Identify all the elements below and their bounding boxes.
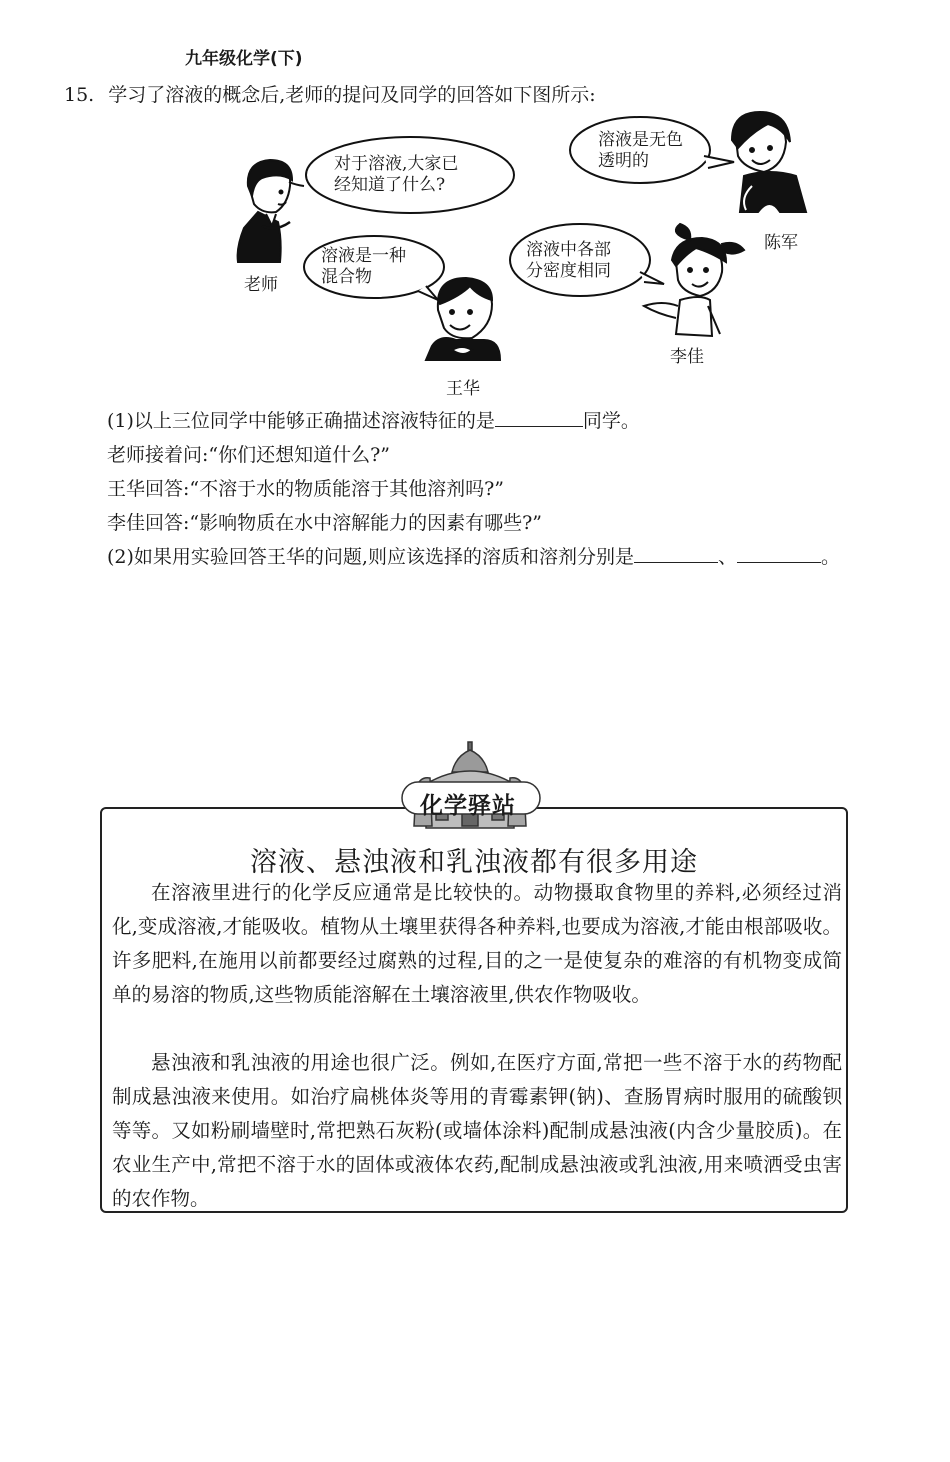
solvent-blank[interactable] (737, 546, 821, 563)
station-paragraph: 在溶液里进行的化学反应通常是比较快的。动物摄取食物里的养料,必须经过消化,变成溶液,才能吸收。植物从土壤里获得各种养料,也要成为溶液,才能由根部吸收。许多肥料,在施用以前都要经过腐熟的过程,目的之一是使复杂的难溶的有机物变成简单的易溶的物质,这些物质能溶解在土壤溶液里,供农作物吸收。 (112, 881, 842, 1006)
part1-end: 同学。 (582, 410, 640, 432)
answer-blank[interactable] (495, 410, 583, 427)
teacher-bubble-line: 对于溶液,大家已 (334, 154, 459, 174)
wanghua-bubble-line: 混合物 (321, 267, 372, 287)
lijia-name: 李佳 (670, 347, 704, 367)
part1-line (107, 406, 640, 433)
chenjun-name: 陈军 (764, 233, 798, 253)
dialog-illustration (0, 0, 950, 400)
question-number: 15. (64, 84, 95, 106)
dialog-line: 老师接着问:“你们还想知道什么?” (107, 444, 391, 466)
dialog-line: 王华回答:“不溶于水的物质能溶于其他溶剂吗?” (107, 478, 505, 500)
wanghua-name: 王华 (446, 379, 480, 399)
chenjun-figure (732, 112, 806, 212)
wanghua-bubble (321, 246, 406, 288)
chenjun-bubble-line: 溶液是无色 (598, 130, 683, 150)
station-badge: 化学驿站 (420, 793, 516, 819)
lijia-bubble (526, 240, 611, 282)
page-header: 九年级化学(下) (185, 49, 303, 69)
chenjun-bubble-line: 透明的 (598, 151, 649, 171)
chenjun-bubble (598, 130, 683, 172)
teacher-bubble-line: 经知道了什么? (334, 175, 446, 195)
wanghua-bubble-line: 溶液是一种 (321, 246, 406, 266)
lijia-figure (644, 224, 744, 336)
part2-sep: 、 (717, 546, 737, 568)
teacher-bubble (334, 154, 458, 196)
lijia-bubble-line: 分密度相同 (526, 261, 611, 281)
teacher-figure (238, 160, 292, 262)
part1-text: (1)以上三位同学中能够正确描述溶液特征的是 (107, 410, 495, 432)
dialog-line: 李佳回答:“影响物质在水中溶解能力的因素有哪些?” (107, 512, 543, 534)
solute-blank[interactable] (634, 546, 718, 563)
part2-line (107, 542, 840, 569)
wanghua-figure (426, 278, 500, 360)
lijia-bubble-line: 溶液中各部 (526, 240, 611, 260)
question-text: 学习了溶液的概念后,老师的提问及同学的回答如下图所示: (108, 84, 596, 106)
part2-text: (2)如果用实验回答王华的问题,则应该选择的溶质和溶剂分别是 (107, 546, 634, 568)
station-title: 溶液、悬浊液和乳浊液都有很多用途 (250, 847, 698, 878)
station-paragraph: 悬浊液和乳浊液的用途也很广泛。例如,在医疗方面,常把一些不溶于水的药物配制成悬浊液来使用。如治疗扁桃体炎等用的青霉素钾(钠)、查肠胃病时服用的硫酸钡等等。又如粉刷墙壁时,常把熟石灰粉(或墙体涂料)配制成悬浊液(内含少量胶质)。在农业生产中,常把不溶于水的固体或液体农药,配制成悬浊液或乳浊液,用来喷洒受虫害的农作物。 (112, 1051, 842, 1210)
teacher-name: 老师 (244, 275, 278, 295)
part2-end: 。 (820, 546, 840, 568)
